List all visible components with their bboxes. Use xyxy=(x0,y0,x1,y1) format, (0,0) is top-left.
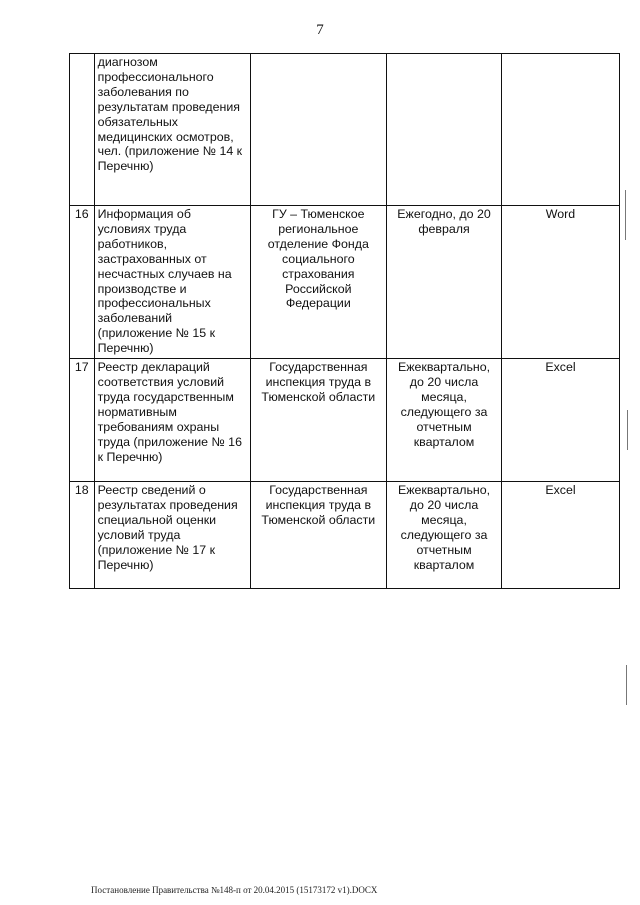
file-format: Word xyxy=(501,206,619,359)
row-number xyxy=(70,54,95,206)
responsible-organization xyxy=(250,54,386,206)
file-format: Excel xyxy=(501,359,619,482)
submission-period: Ежеквартально, до 20 числа месяца, следующего за отчетным кварталом xyxy=(387,359,502,482)
indicator-name: Реестр сведений о результатах проведения специальной оценки условий труда (приложение № 17 к Перечню) xyxy=(94,482,250,589)
indicator-name: Информация об условиях труда работников, застрахованных от несчастных случаев на производстве и профессиональных заболеваний (приложение № 15 к Перечню) xyxy=(94,206,250,359)
submission-period: Ежеквартально, до 20 числа месяца, следующего за отчетным кварталом xyxy=(387,482,502,589)
submission-period xyxy=(387,54,502,206)
document-footer: Постановление Правительства №148-п от 20.04.2015 (15173172 v1).DOCX xyxy=(91,885,378,895)
scan-artifact xyxy=(626,665,627,705)
reporting-table xyxy=(69,53,620,589)
scan-artifact xyxy=(627,410,628,450)
submission-period: Ежегодно, до 20 февраля xyxy=(387,206,502,359)
scan-artifact xyxy=(625,190,626,240)
indicator-name: Реестр деклараций соответствия условий труда государственным нормативным требованиям охраны труда (приложение № 16 к Перечню) xyxy=(94,359,250,482)
file-format: Excel xyxy=(501,482,619,589)
table-row xyxy=(70,54,620,206)
responsible-organization: ГУ – Тюменское региональное отделение Фонда социального страхования Российской Федерации xyxy=(250,206,386,359)
indicator-name: диагнозом профессионального заболевания по результатам проведения обязательных медицинских осмотров, чел. (приложение № 14 к Перечню) xyxy=(94,54,250,206)
row-number: 18 xyxy=(70,482,95,589)
row-number: 17 xyxy=(70,359,95,482)
table-row xyxy=(70,206,620,359)
page-number: 7 xyxy=(316,22,324,38)
table-row xyxy=(70,482,620,589)
file-format xyxy=(501,54,619,206)
responsible-organization: Государственная инспекция труда в Тюменской области xyxy=(250,482,386,589)
table-row xyxy=(70,359,620,482)
row-number: 16 xyxy=(70,206,95,359)
responsible-organization: Государственная инспекция труда в Тюменской области xyxy=(250,359,386,482)
